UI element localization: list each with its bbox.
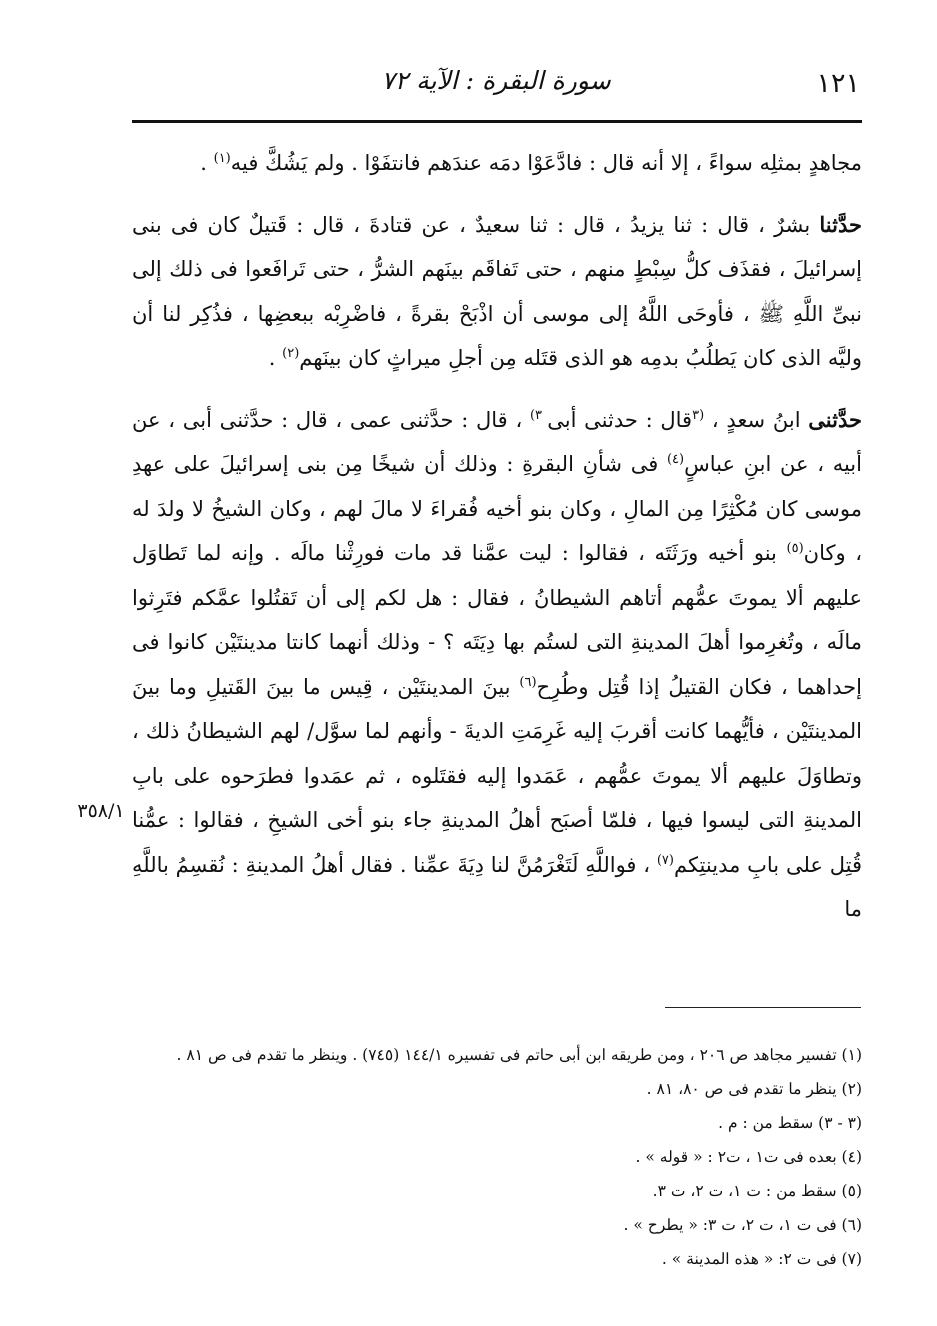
footnote-1: (١) تفسير مجاهد ص ٢٠٦ ، ومن طريقه ابن أبى حاتم فى تفسيره ١٤٤/١ (٧٤٥) . وينظر ما تقدم فى ص ٨١ .	[176, 1046, 862, 1064]
paragraph-text: قال : حدثنى أبى	[547, 407, 693, 432]
paragraph-text: ابنُ سعدٍ ،	[704, 407, 809, 432]
paragraph-3	[132, 398, 862, 932]
footnote-ref[interactable]: (٥)	[786, 541, 804, 556]
footnote-4: (٤) بعده فى ت١ ، ت٢ : « قوله » .	[635, 1148, 862, 1166]
paragraph-text: مجاهدٍ بمثلِه سواءً ، إلا أنه قال : فادَّعَوْا دمَه عندَهم فانتفَوْا . ولم يَشُكَّ فيه	[230, 151, 862, 175]
footnote-ref[interactable]: (٤)	[666, 452, 685, 467]
paragraph-text: بينَ المدينتَيْن ، قِيس ما بينَ القَتيلِ وما بينَ المدينتَيْن ، فأيُّهما كانت أقربَ إليه غَرِمَتِ الديةَ - وأنهم لما سوَّل/ لهم الشيطانُ ذلك ، وتطاوَلَ عليهم ألا يموتَ عمُّهم ، عَمَدوا إليه فقتَلوه ، ثم عمَدوا فطرَحوه على بابِ المدينةِ التى ليسوا فيها ، فلمّا أصبَح أهلُ المدينةِ جاء بنو أخى الشيخِ ، فقالوا : عمُّنا قُتِل على بابِ مدينتِكم	[132, 674, 862, 877]
isnad-lead: حدَّثنى	[808, 406, 862, 432]
paragraph-text: ، فواللَّهِ لَتَغْرَمُنَّ لنا دِيَةَ عمِّنا . فقال أهلُ المدينةِ : نُقسِمُ باللَّهِ ما	[132, 852, 862, 921]
page-number: ١٢١	[816, 68, 860, 99]
paragraph-text: بنو أخيه ورَثَتَه ، فقالوا : ليت عمَّنا قد مات فورِثْنا مالَه . وإنه لما تَطاوَل عليهم ألا يموتَ عمُّهم أتاهم الشيطانُ ، فقال : هل لكم إلى أن تَقتُلوا عمَّكم فتَرِثوا مالَه ، وتُغرِموا أهلَ المدينةِ التى لستُم بها دِيَتَه ؟ - وذلك أنهما كانتا مدينتَيْن كانوا فى إحداهما ، فكان القتيلُ إذا قُتِل وطُرِح	[132, 541, 862, 699]
footnote-ref[interactable]: (٢)	[282, 346, 300, 361]
footnote-ref[interactable]: (٧)	[656, 852, 674, 868]
header-divider	[132, 120, 862, 123]
footnote-ref[interactable]: ٣)	[529, 407, 548, 423]
footnote-divider	[665, 1007, 861, 1008]
footnote-ref[interactable]: (١)	[213, 151, 231, 166]
page-header	[132, 62, 860, 112]
main-text	[132, 141, 862, 932]
footnote-ref[interactable]: (٣	[692, 407, 705, 423]
footnote-5: (٥) سقط من : ت ١، ت ٢، ت ٣.	[652, 1182, 862, 1200]
footnote-7: (٧) فى ت ٢: « هذه المدينة » .	[661, 1250, 862, 1268]
paragraph-text: ، قال : حدَّثنى عمى ، قال : حدَّثنى أبى ، عن أبيه ، عن ابنِ عباسٍ	[132, 407, 862, 476]
paragraph-1	[132, 141, 862, 186]
paragraph-text: فى شأنِ البقرةِ : وذلك أن شيخًا مِن بنى إسرائيلَ على عهدِ موسى كان مُكْثِرًا مِن المالِ ، وكان بنو أخيه فُقراءَ لا مالَ لهم ، وكان الشيخُ لا ولدَ له ، وكان	[132, 452, 862, 565]
paragraph-2	[132, 203, 862, 381]
paragraph-tail: .	[268, 346, 283, 370]
running-title: سورة البقرة : الآية ٧٢	[381, 66, 611, 95]
margin-page-reference: ٣٥٨/١	[77, 800, 125, 822]
isnad-lead: حدَّثنا	[819, 211, 862, 237]
footnote-ref[interactable]: (٦)	[519, 674, 537, 690]
footnote-6: (٦) فى ت ١، ت ٢، ت ٣: « يطرح » .	[623, 1216, 862, 1234]
paragraph-text: بشرٌ ، قال : ثنا يزيدُ ، قال : ثنا سعيدٌ ، عن قتادةَ ، قال : قَتيلٌ كان فى بنى إسرائيلَ ، فقذَف كلُّ سِبْطٍ منهم ، حتى تَفاقَم بينَهم الشرُّ ، حتى تَرافَعوا فى ذلك إلى نبىِّ اللَّهِ ﷺ ، فأوحَى اللَّهُ إلى موسى أن اذْبَحْ بقرةً ، فاضْرِبْه ببعضِها ، فذُكِر لنا أن وليَّه الذى كان يَطلُبُ بدمِه هو الذى قتَله مِن أجلِ ميراثٍ كان بينَهم	[132, 212, 862, 370]
footnotes	[132, 1038, 862, 1276]
footnote-2: (٢) ينظر ما تقدم فى ص ٨٠، ٨١ .	[646, 1080, 862, 1098]
footnote-3: (٣ - ٣) سقط من : م .	[718, 1114, 862, 1132]
paragraph-tail: .	[200, 151, 214, 175]
